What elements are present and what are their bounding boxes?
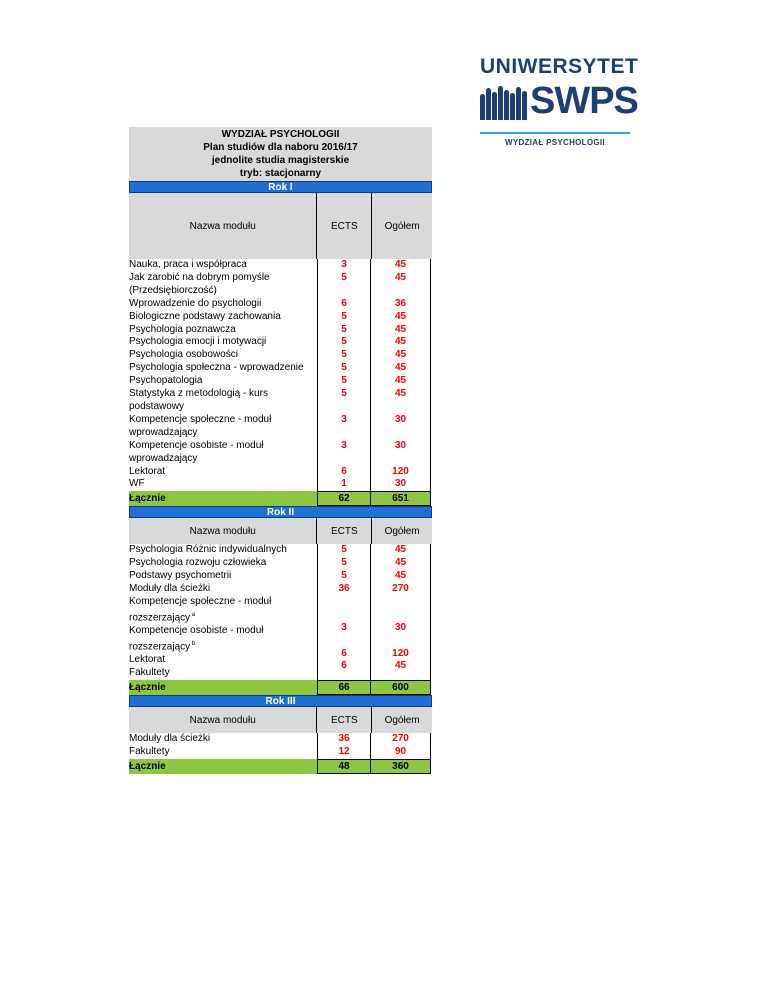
- year-header: Rok II: [129, 506, 432, 518]
- module-names: [129, 733, 317, 759]
- ects-value: 5: [341, 375, 347, 387]
- sum-label: Łącznie: [129, 491, 317, 506]
- ects-value: 5: [341, 271, 347, 283]
- plan-title: Plan studiów dla naboru 2016/17: [203, 142, 358, 153]
- ects-value: 6: [341, 660, 347, 672]
- total-value: 45: [394, 271, 407, 283]
- year-body: [129, 733, 432, 759]
- module-name: Nauka, praca i współpraca: [129, 259, 247, 270]
- ects-value: 36: [338, 583, 350, 595]
- module-name: Lektorat: [129, 465, 166, 477]
- university-logo: [480, 55, 639, 147]
- total-value: [371, 427, 430, 440]
- module-name: Psychologia osobowości: [129, 349, 238, 361]
- faculty-title: WYDZIAŁ PSYCHOLOGII: [221, 129, 340, 140]
- module-name: Kompetencje społeczne - moduł: [129, 413, 272, 425]
- sum-ects: 66: [317, 680, 371, 695]
- total-value: 45: [394, 362, 407, 374]
- ects-value: [318, 401, 370, 414]
- total-value: 270: [392, 583, 409, 595]
- sum-row: [129, 680, 432, 695]
- total-value: 45: [394, 323, 407, 335]
- column-header-ects: ECTS: [316, 707, 372, 733]
- column-header-name: Nazwa modułu: [189, 525, 256, 537]
- ects-values: [317, 259, 371, 491]
- module-name: Statystyka z metodologią - kurs: [129, 388, 268, 400]
- total-value: 120: [392, 465, 409, 477]
- column-header-total: Ogółem: [384, 525, 420, 537]
- logo-subtitle: WYDZIAŁ PSYCHOLOGII: [505, 138, 605, 147]
- ects-values: [317, 733, 371, 759]
- column-header-total: Ogółem: [384, 220, 420, 232]
- total-value: 36: [394, 297, 407, 309]
- ects-values: [317, 544, 371, 680]
- column-header-row: [129, 707, 432, 733]
- ects-value: 3: [341, 259, 347, 270]
- total-value: 45: [394, 259, 407, 270]
- module-name: Biologiczne podstawy zachowania: [129, 310, 281, 322]
- total-values: [371, 259, 431, 491]
- ects-value: 36: [338, 733, 350, 745]
- sum-ects: 62: [317, 491, 371, 506]
- year-header: Rok III: [129, 695, 432, 707]
- sum-ects: 48: [317, 759, 371, 774]
- ects-value: 5: [341, 349, 347, 361]
- ects-value: [318, 285, 370, 298]
- sum-total: 600: [371, 680, 431, 695]
- sum-total: 360: [371, 759, 431, 774]
- module-name: Moduły dla ścieżki: [129, 733, 211, 745]
- total-value: [371, 401, 430, 414]
- ects-value: 5: [341, 323, 347, 335]
- study-mode: tryb: stacjonarny: [239, 168, 322, 179]
- module-name: Moduły dla ścieżki: [129, 583, 211, 595]
- logo-mark: [480, 80, 638, 122]
- column-header-ects: ECTS: [316, 193, 372, 259]
- module-name: Psychologia Różnic indywidualnych: [129, 544, 287, 556]
- ects-value: 1: [341, 478, 347, 490]
- total-value: 45: [394, 544, 407, 556]
- sum-label: Łącznie: [129, 759, 317, 774]
- year-body: [129, 259, 432, 491]
- study-plan-table: [129, 127, 432, 774]
- column-header-row: [129, 193, 432, 259]
- study-type: jednolite studia magisterskie: [211, 155, 350, 166]
- module-name: Psychologia emocji i motywacji: [129, 336, 267, 348]
- module-name: Kompetencje osobiste - moduł: [129, 625, 264, 637]
- total-value: [371, 285, 430, 298]
- ects-value: 5: [341, 544, 347, 556]
- total-value: 45: [394, 388, 407, 400]
- module-name: Fakultety: [129, 745, 170, 757]
- total-value: 45: [394, 336, 407, 348]
- total-value: 90: [394, 745, 407, 757]
- column-header-ects: ECTS: [316, 518, 372, 544]
- plan-header: [129, 127, 432, 181]
- column-header-row: [129, 518, 432, 544]
- module-name: Wprowadzenie do psychologii: [129, 297, 262, 309]
- module-names: [129, 544, 317, 680]
- module-names: [129, 259, 317, 491]
- module-name: Jak zarobić na dobrym pomyśle: [129, 271, 270, 283]
- module-name: Kompetencje społeczne - moduł: [129, 595, 272, 607]
- module-name: Psychologia rozwoju człowieka: [129, 557, 267, 569]
- total-value: [371, 596, 430, 609]
- year-body: [129, 544, 432, 680]
- module-name: Fakultety: [129, 667, 170, 679]
- ects-value: 5: [341, 388, 347, 400]
- module-name: Psychologia poznawcza: [129, 323, 236, 335]
- ects-value: [318, 427, 370, 440]
- sum-total: 651: [371, 491, 431, 506]
- logo-divider: [480, 132, 630, 134]
- total-value: 45: [394, 557, 407, 569]
- footnote-marker: a: [190, 611, 196, 618]
- total-value: 30: [394, 621, 407, 633]
- sum-row: [129, 759, 432, 774]
- ects-value: [318, 609, 370, 622]
- total-value: [371, 453, 430, 466]
- total-value: 120: [392, 647, 409, 659]
- ects-value: 3: [341, 621, 347, 633]
- logo-title: UNIWERSYTET: [480, 55, 639, 78]
- total-value: 30: [394, 413, 407, 425]
- footnote-marker: b: [190, 640, 196, 647]
- module-name: podstawowy: [129, 400, 185, 412]
- logo-swps: SWPS: [530, 80, 638, 122]
- ects-value: 3: [341, 439, 347, 451]
- ects-value: 5: [341, 570, 347, 582]
- years-container: [129, 181, 432, 774]
- ects-value: 5: [341, 336, 347, 348]
- total-values: [371, 733, 431, 759]
- total-values: [371, 544, 431, 680]
- module-name: rozszerzający $^a$: [129, 611, 196, 624]
- ects-value: 12: [338, 745, 350, 757]
- ects-value: 6: [341, 297, 347, 309]
- ects-value: 5: [341, 362, 347, 374]
- total-value: 45: [394, 375, 407, 387]
- ects-value: [318, 453, 370, 466]
- column-header-total: Ogółem: [384, 714, 420, 726]
- module-name: Psychologia społeczna - wprowadzenie: [129, 362, 304, 374]
- module-name: (Przedsiębiorczość): [129, 284, 217, 296]
- total-value: [371, 609, 430, 622]
- module-name: wprowadzający: [129, 452, 198, 464]
- total-value: 45: [394, 570, 407, 582]
- module-name: wprowadzający: [129, 426, 198, 438]
- total-value: 45: [394, 349, 407, 361]
- column-header-name: Nazwa modułu: [189, 220, 256, 232]
- ects-value: [318, 635, 370, 648]
- module-name: Kompetencje osobiste - moduł: [129, 439, 264, 451]
- total-value: [371, 635, 430, 648]
- total-value: 30: [394, 478, 407, 490]
- ects-value: 5: [341, 557, 347, 569]
- ects-value: 5: [341, 310, 347, 322]
- total-value: 45: [394, 310, 407, 322]
- ects-value: 6: [341, 647, 347, 659]
- ects-value: 3: [341, 413, 347, 425]
- module-name: Psychopatologia: [129, 375, 203, 387]
- people-silhouettes-icon: [480, 86, 527, 120]
- module-name: Lektorat: [129, 654, 166, 666]
- ects-value: 6: [341, 465, 347, 477]
- column-header-name: Nazwa modułu: [189, 714, 256, 726]
- total-value: 45: [394, 660, 407, 672]
- sum-label: Łącznie: [129, 680, 317, 695]
- total-value: 270: [392, 733, 409, 745]
- module-name: WF: [129, 478, 145, 490]
- total-value: 30: [394, 439, 407, 451]
- module-name: rozszerzający $^b$: [129, 640, 196, 653]
- module-name: Podstawy psychometrii: [129, 570, 232, 582]
- year-header: Rok I: [129, 181, 432, 193]
- sum-row: [129, 491, 432, 506]
- ects-value: [318, 596, 370, 609]
